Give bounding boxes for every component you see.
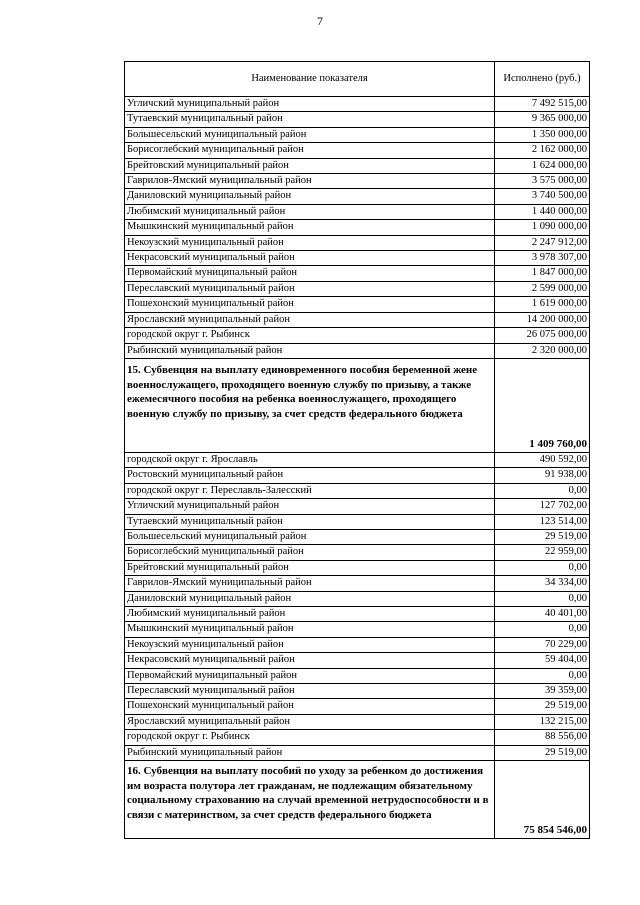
table-row [125, 483, 590, 498]
row-name: Пошехонский муниципальный район [125, 297, 495, 312]
row-value: 2 320 000,00 [495, 343, 590, 358]
row-name: Мышкинский муниципальный район [125, 220, 495, 235]
row-name: Борисоглебский муниципальный район [125, 545, 495, 560]
table-row [125, 745, 590, 760]
row-value: 29 519,00 [495, 699, 590, 714]
row-value: 2 247 912,00 [495, 235, 590, 250]
row-name: городской округ г. Ярославль [125, 452, 495, 467]
table-row [125, 220, 590, 235]
section15-row [125, 358, 590, 452]
row-value: 3 575 000,00 [495, 174, 590, 189]
header-name-cell: Наименование показателя [125, 62, 495, 97]
row-value: 9 365 000,00 [495, 112, 590, 127]
header-value-cell: Исполнено (руб.) [495, 62, 590, 97]
row-name: Брейтовский муниципальный район [125, 158, 495, 173]
row-value: 132 215,00 [495, 714, 590, 729]
row-value: 2 599 000,00 [495, 281, 590, 296]
row-value: 91 938,00 [495, 468, 590, 483]
row-name: Угличский муниципальный район [125, 499, 495, 514]
row-value: 70 229,00 [495, 637, 590, 652]
table-row [125, 637, 590, 652]
section16-title: 16. Субвенция на выплату пособий по уходу за ребенком до достижения им возраста полутора лет гражданам, не подлежащим обязательному социальному страхованию на случай временной нетрудоспособности и в связи с материнством, за счет средств федерального бюджета [125, 761, 495, 839]
row-name: Ростовский муниципальный район [125, 468, 495, 483]
row-name: городской округ г. Рыбинск [125, 328, 495, 343]
table-row [125, 499, 590, 514]
budget-table [124, 61, 590, 839]
table-row [125, 251, 590, 266]
table-row [125, 328, 590, 343]
row-value: 1 847 000,00 [495, 266, 590, 281]
row-value: 1 624 000,00 [495, 158, 590, 173]
row-name: Первомайский муниципальный район [125, 266, 495, 281]
row-value: 40 401,00 [495, 606, 590, 621]
table-row [125, 452, 590, 467]
table-row [125, 560, 590, 575]
row-name: Переславский муниципальный район [125, 684, 495, 699]
table-row [125, 591, 590, 606]
table-row [125, 468, 590, 483]
row-name: Пошехонский муниципальный район [125, 699, 495, 714]
row-value: 34 334,00 [495, 576, 590, 591]
row-name: городской округ г. Рыбинск [125, 730, 495, 745]
row-name: Гаврилов-Ямский муниципальный район [125, 576, 495, 591]
table-row [125, 112, 590, 127]
table-row [125, 529, 590, 544]
table-row [125, 127, 590, 142]
table-row [125, 684, 590, 699]
row-value: 26 075 000,00 [495, 328, 590, 343]
row-value: 0,00 [495, 591, 590, 606]
row-value: 1 619 000,00 [495, 297, 590, 312]
row-name: Некоузский муниципальный район [125, 637, 495, 652]
row-name: Большесельский муниципальный район [125, 127, 495, 142]
row-value: 1 350 000,00 [495, 127, 590, 142]
row-value: 29 519,00 [495, 529, 590, 544]
table-row [125, 606, 590, 621]
page-number: 7 [317, 14, 323, 28]
row-value: 7 492 515,00 [495, 97, 590, 112]
row-name: городской округ г. Переславль-Залесский [125, 483, 495, 498]
table-row [125, 622, 590, 637]
table-row [125, 730, 590, 745]
row-value: 0,00 [495, 622, 590, 637]
row-name: Некрасовский муниципальный район [125, 251, 495, 266]
row-name: Борисоглебский муниципальный район [125, 143, 495, 158]
table-row [125, 266, 590, 281]
section16-row [125, 761, 590, 839]
row-name: Мышкинский муниципальный район [125, 622, 495, 637]
row-value: 88 556,00 [495, 730, 590, 745]
table-row [125, 189, 590, 204]
table-row [125, 699, 590, 714]
row-name: Гаврилов-Ямский муниципальный район [125, 174, 495, 189]
row-name: Некрасовский муниципальный район [125, 653, 495, 668]
table-row [125, 545, 590, 560]
row-value: 0,00 [495, 668, 590, 683]
table-row [125, 576, 590, 591]
row-name: Ярославский муниципальный район [125, 312, 495, 327]
budget-table-body [125, 62, 590, 839]
row-value: 39 359,00 [495, 684, 590, 699]
section15-title: 15. Субвенция на выплату единовременного пособия беременной жене военнослужащего, проходящего военную службу по призыву, а также ежемесячного пособия на ребенка военнослужащего, проходящего военную службу по призыву, за счет средств федерального бюджета [125, 358, 495, 452]
table-row [125, 668, 590, 683]
table-header-row [125, 62, 590, 97]
row-name: Тутаевский муниципальный район [125, 112, 495, 127]
row-value: 29 519,00 [495, 745, 590, 760]
table-row [125, 204, 590, 219]
row-name: Рыбинский муниципальный район [125, 343, 495, 358]
row-value: 14 200 000,00 [495, 312, 590, 327]
row-value: 22 959,00 [495, 545, 590, 560]
row-name: Первомайский муниципальный район [125, 668, 495, 683]
table-row [125, 297, 590, 312]
section15-total: 1 409 760,00 [495, 358, 590, 452]
table-row [125, 653, 590, 668]
table-row [125, 714, 590, 729]
row-name: Большесельский муниципальный район [125, 529, 495, 544]
row-name: Тутаевский муниципальный район [125, 514, 495, 529]
row-value: 127 702,00 [495, 499, 590, 514]
table-row [125, 143, 590, 158]
table-row [125, 174, 590, 189]
table-row [125, 312, 590, 327]
table-row [125, 158, 590, 173]
row-name: Рыбинский муниципальный район [125, 745, 495, 760]
row-value: 59 404,00 [495, 653, 590, 668]
table-row [125, 343, 590, 358]
row-name: Даниловский муниципальный район [125, 591, 495, 606]
row-value: 0,00 [495, 560, 590, 575]
row-value: 490 592,00 [495, 452, 590, 467]
table-row [125, 97, 590, 112]
row-value: 2 162 000,00 [495, 143, 590, 158]
row-name: Угличский муниципальный район [125, 97, 495, 112]
row-name: Переславский муниципальный район [125, 281, 495, 296]
row-value: 0,00 [495, 483, 590, 498]
row-value: 3 978 307,00 [495, 251, 590, 266]
row-name: Некоузский муниципальный район [125, 235, 495, 250]
table-row [125, 235, 590, 250]
table-row [125, 514, 590, 529]
row-value: 1 440 000,00 [495, 204, 590, 219]
row-name: Ярославский муниципальный район [125, 714, 495, 729]
row-name: Любимский муниципальный район [125, 204, 495, 219]
row-name: Даниловский муниципальный район [125, 189, 495, 204]
row-name: Любимский муниципальный район [125, 606, 495, 621]
row-value: 1 090 000,00 [495, 220, 590, 235]
row-name: Брейтовский муниципальный район [125, 560, 495, 575]
row-value: 3 740 500,00 [495, 189, 590, 204]
row-value: 123 514,00 [495, 514, 590, 529]
section16-total: 75 854 546,00 [495, 761, 590, 839]
table-row [125, 281, 590, 296]
